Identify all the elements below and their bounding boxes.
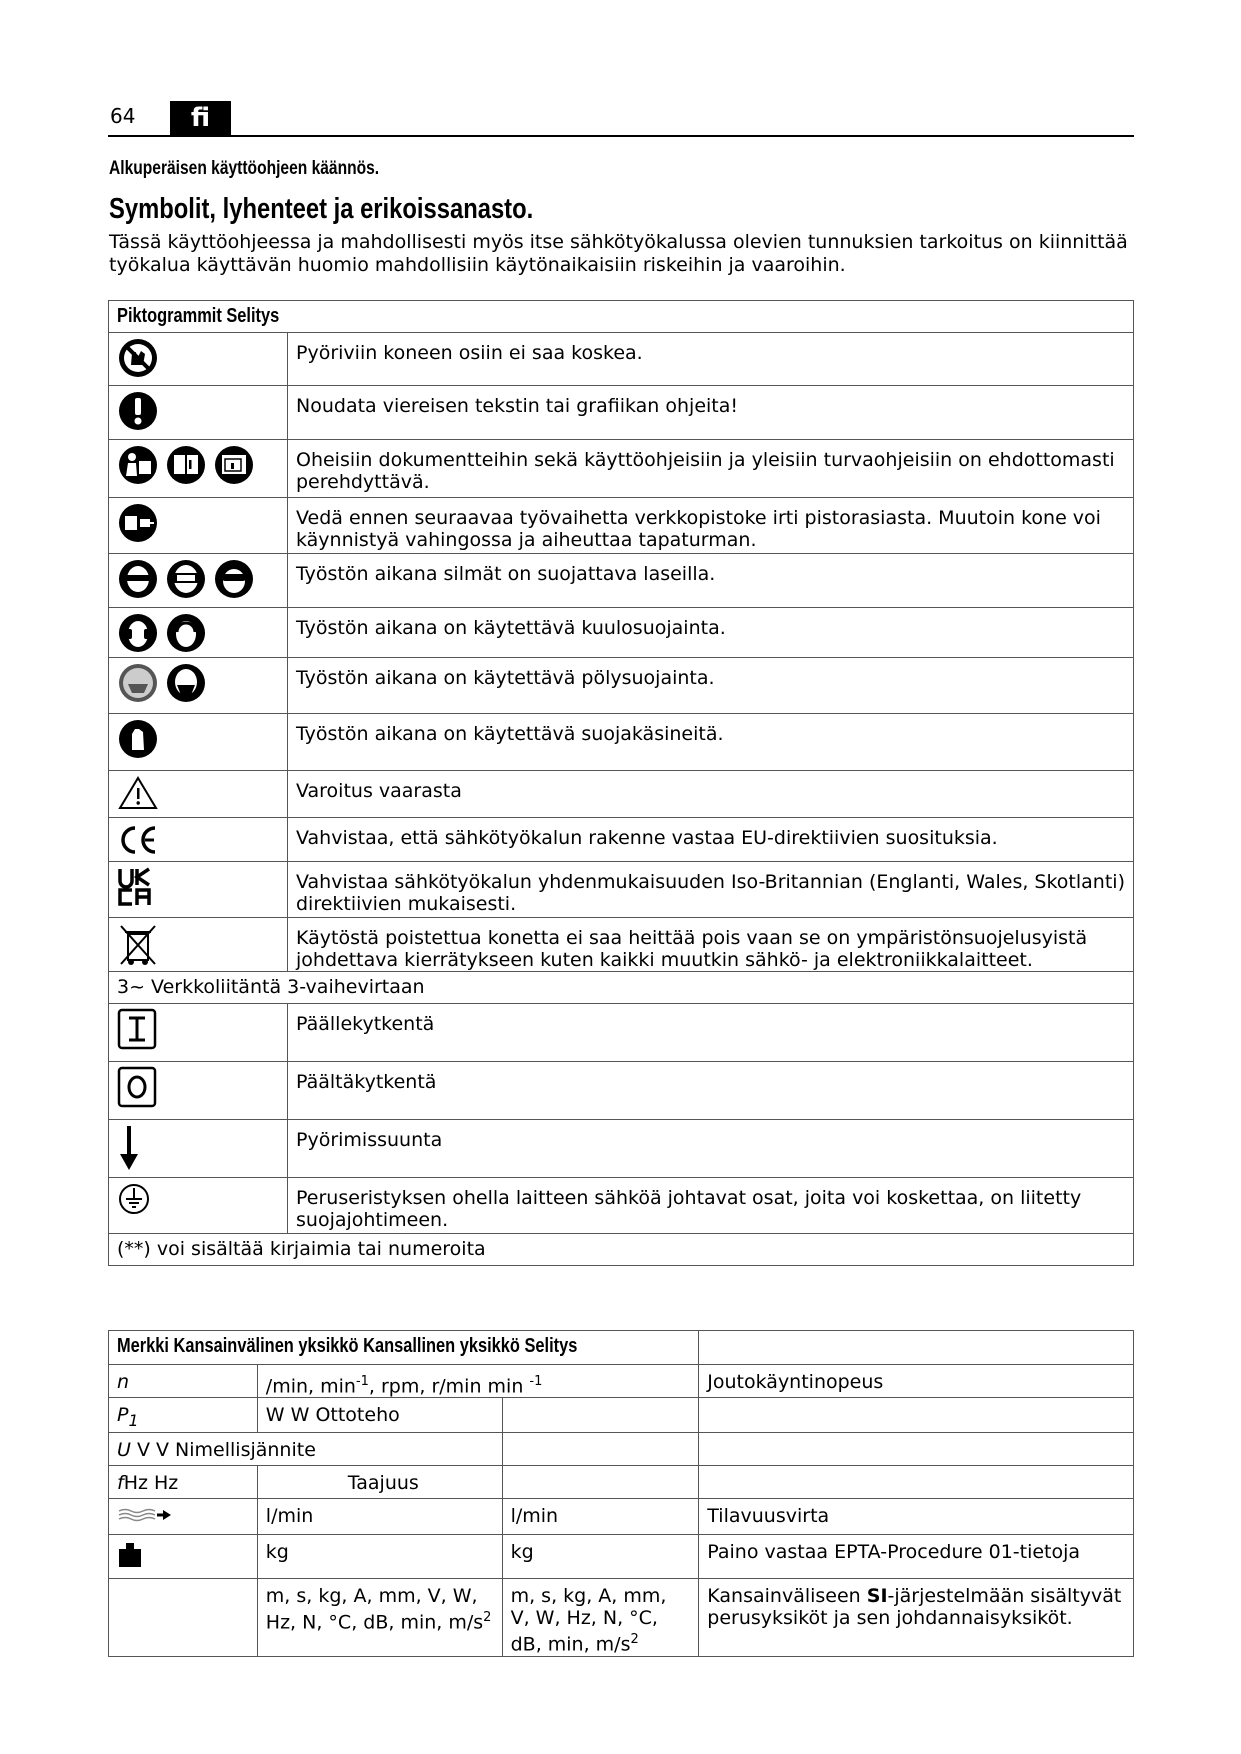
desc-kg: Paino vastaa EPTA-Procedure 01-tietoja <box>699 1535 1134 1579</box>
switch-on-icon <box>117 1008 157 1050</box>
goggles-icon <box>213 558 255 600</box>
face-shield-icon <box>165 558 207 600</box>
unit-kg-intl: kg <box>257 1535 502 1579</box>
symbol-description: Peruseristyksen ohella laitteen sähköä johtavat osat, joita voi koskettaa, on liitetty suojajohtimeen. <box>288 1178 1134 1234</box>
unit-si-nat: m, s, kg, A, mm, V, W, Hz, N, °C, dB, min, $m/s^2$ <box>502 1579 699 1657</box>
unit-p1: W W Ottoteho <box>257 1398 502 1433</box>
unit-n: /min, $\min^{-1}$, rpm, r/min min $^{-1}$ <box>257 1365 698 1398</box>
eye-protection-icon <box>117 558 159 600</box>
desc-n: Joutokäyntinopeus <box>699 1365 1134 1398</box>
page-title: Symbolit, lyhenteet ja erikoissanasto. <box>109 193 534 225</box>
unplug-icon <box>117 502 159 544</box>
symbol-description: Käytöstä poistettua konetta ei saa heittää pois vaan se on ympäristönsuojelusyistä johdettava kierrätykseen kuten kaikki muutkin sähkö- ja elektroniikkalaitteet. <box>288 918 1134 972</box>
symbol-description: Pyörimissuunta <box>288 1120 1134 1178</box>
header-rule <box>108 135 1134 137</box>
ear-protection-icon <box>117 612 159 654</box>
switch-off-icon <box>117 1066 157 1108</box>
symbol-description: Työstön aikana on käytettävä suojakäsineitä. <box>288 714 1134 771</box>
symbol-description: Oheisiin dokumentteihin sekä käyttöohjeisiin ja yleisiin turvaohjeisiin on ehdottomasti perehdyttävä. <box>288 440 1134 498</box>
symbol-description: Työstön aikana on käytettävä kuulosuojainta. <box>288 608 1134 658</box>
symbols-table-header: Piktogrammit Selitys <box>109 301 1134 333</box>
weee-bin-icon <box>117 922 159 968</box>
three-phase-row: 3~ Verkkoliitäntä 3-vaihevirtaan <box>109 972 1134 1004</box>
desc-flow: Tilavuusvirta <box>699 1499 1134 1535</box>
symbol-description: Noudata viereisen tekstin tai grafiikan ohjeita! <box>288 386 1134 440</box>
unit-kg-nat: kg <box>502 1535 699 1579</box>
symbol-description: Päällekytkentä <box>288 1004 1134 1062</box>
symbol-description: Vahvistaa, että sähkötyökalun rakenne vastaa EU-direktiivien suosituksia. <box>288 818 1134 862</box>
language-tab: fi <box>170 101 231 136</box>
symbol-description: Pyöriviin koneen osiin ei saa koskea. <box>288 333 1134 386</box>
no-touch-rotating-parts-icon <box>117 337 159 379</box>
units-table <box>108 1330 1134 1657</box>
gloves-icon <box>117 718 159 760</box>
translation-note: Alkuperäisen käyttöohjeen käännös. <box>109 158 380 179</box>
symbols-table <box>108 300 1134 1266</box>
dust-mask-icon <box>117 662 159 704</box>
symbol-description: Vedä ennen seuraavaa työvaihetta verkkopistoke irti pistorasiasta. Muutoin kone voi käynnistyä vahingossa ja aiheuttaa tapaturman. <box>288 498 1134 554</box>
symbol-description: Vahvistaa sähkötyökalun yhdenmukaisuuden Iso-Britannian (Englanti, Wales, Skotlanti) direktiivien mukaisesti. <box>288 862 1134 918</box>
unit-flow-nat: l/min <box>502 1499 699 1535</box>
symbol-description: Työstön aikana silmät on suojattava laseilla. <box>288 554 1134 608</box>
symbol-description: Varoitus vaarasta <box>288 771 1134 818</box>
ukca-mark-icon <box>117 866 153 908</box>
volume-flow-icon <box>117 1505 173 1525</box>
arrow-down-icon <box>117 1124 141 1172</box>
desc-fhz: Taajuus <box>257 1466 502 1499</box>
earmuff-icon <box>165 612 207 654</box>
symbol-n: n <box>109 1365 258 1398</box>
ce-mark-icon <box>117 822 159 858</box>
symbol-p1: $P_1$ <box>109 1398 258 1433</box>
intro-paragraph: Tässä käyttöohjeessa ja mahdollisesti myös itse sähkötyökalussa olevien tunnuksien tarkoitus on kiinnittää työkalua käyttävän huomio mahdollisiin käytönaikaisiin riskeihin ja vaaroihin. <box>109 231 1128 276</box>
exclamation-icon <box>117 390 159 432</box>
protective-earth-icon <box>117 1182 151 1216</box>
row-uv: U V V Nimellisjännite <box>109 1433 503 1466</box>
page-number: 64 <box>110 104 136 128</box>
symbol-description: Työstön aikana on käytettävä pölysuojainta. <box>288 658 1134 714</box>
manual-book-icon <box>213 444 255 486</box>
respirator-icon <box>165 662 207 704</box>
read-manual-icon <box>117 444 159 486</box>
warning-triangle-icon <box>117 775 159 811</box>
units-table-header: Merkki Kansainvälinen yksikkö Kansallinen yksikkö Selitys <box>109 1331 699 1365</box>
row-fhz: fHz Hz <box>109 1466 258 1499</box>
desc-si: Kansainväliseen SI-järjestelmään sisältyvät perusyksiköt ja sen johdannaisyksiköt. <box>699 1579 1134 1657</box>
unit-si-intl: m, s, kg, A, mm, V, W, Hz, N, °C, dB, min, $m/s^2$ <box>257 1579 502 1657</box>
unit-flow-intl: l/min <box>257 1499 502 1535</box>
footnote-row: (**) voi sisältää kirjaimia tai numeroita <box>109 1234 1134 1266</box>
weight-icon <box>117 1541 143 1569</box>
symbol-description: Päältäkytkentä <box>288 1062 1134 1120</box>
manual-info-icon <box>165 444 207 486</box>
